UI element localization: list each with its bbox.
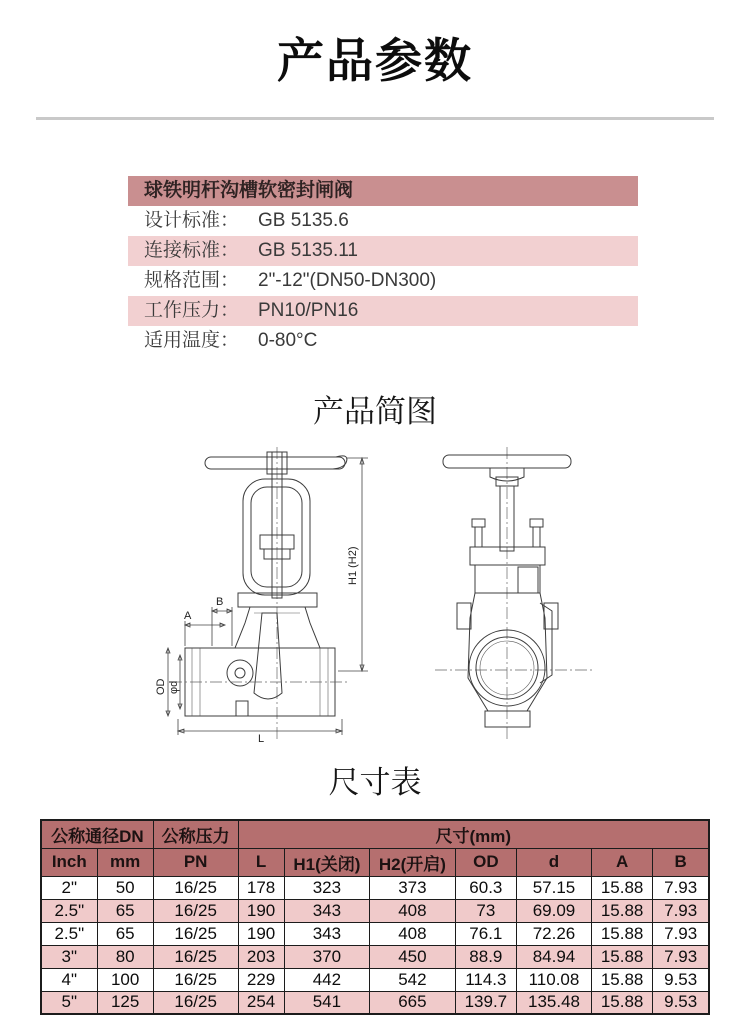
column-group-header: 尺寸(mm) [238,820,709,848]
spec-row [128,266,638,296]
column-header: A [591,848,652,876]
spec-row [128,296,638,326]
cell: 343 [284,922,370,945]
dimension-table-head [41,820,709,876]
cell: 370 [284,945,370,968]
column-header: B [653,848,709,876]
cell: 69.09 [517,899,592,922]
cell: 7.93 [653,922,709,945]
cell: 542 [370,968,456,991]
cell: 15.88 [591,899,652,922]
spec-row [128,236,638,266]
cell: 80 [97,945,153,968]
cell: 7.93 [653,945,709,968]
dimension-table-body [41,876,709,1014]
spec-label: 工作压力： [144,300,240,322]
cell: 4" [41,968,97,991]
cell: 9.53 [653,968,709,991]
cell: 203 [238,945,284,968]
cell: 76.1 [455,922,516,945]
valve-diagrams [0,443,750,743]
cell: 57.15 [517,876,592,899]
cell: 408 [370,922,456,945]
table-row [41,991,709,1014]
spec-table-title: 球铁明杆沟槽软密封闸阀 [128,176,638,206]
table-row [41,945,709,968]
cell: 65 [97,899,153,922]
cell: 343 [284,899,370,922]
table-row [41,876,709,899]
column-header: OD [455,848,516,876]
dim-label-b: B [216,596,224,609]
cell: 665 [370,991,456,1014]
table-row [41,922,709,945]
cell: 65 [97,922,153,945]
cell: 450 [370,945,456,968]
cell: 3" [41,945,97,968]
cell: 408 [370,899,456,922]
cell: 190 [238,922,284,945]
column-header: L [238,848,284,876]
cell: 15.88 [591,922,652,945]
cell: 16/25 [153,922,238,945]
cell: 16/25 [153,899,238,922]
cell: 139.7 [455,991,516,1014]
valve-side-view-drawing [430,443,600,743]
cell: 72.26 [517,922,592,945]
page-title: 产品参数 [277,34,473,87]
spec-label: 规格范围： [144,270,240,292]
spec-value: GB 5135.6 [258,210,349,232]
column-header: d [517,848,592,876]
valve-section-view-drawing [150,443,380,743]
title-section [0,0,750,120]
column-header: mm [97,848,153,876]
cell: 50 [97,876,153,899]
cell: 15.88 [591,945,652,968]
cell: 16/25 [153,968,238,991]
cell: 178 [238,876,284,899]
cell: 84.94 [517,945,592,968]
cell: 2.5" [41,922,97,945]
column-header: H2(开启) [370,848,456,876]
cell: 60.3 [455,876,516,899]
cell: 254 [238,991,284,1014]
dimension-table [40,819,710,1015]
column-header: H1(关闭) [284,848,370,876]
spec-table [128,176,638,356]
spec-value: GB 5135.11 [258,240,359,262]
cell: 373 [370,876,456,899]
spec-row [128,206,638,236]
cell: 15.88 [591,991,652,1014]
title-divider [36,117,714,120]
cell: 15.88 [591,876,652,899]
dimension-section-title: 尺寸表 [328,765,422,801]
spec-value: PN10/PN16 [258,300,359,322]
cell: 16/25 [153,876,238,899]
column-header: PN [153,848,238,876]
cell: 125 [97,991,153,1014]
cell: 9.53 [653,991,709,1014]
dim-label-phid: φd [168,680,180,695]
cell: 15.88 [591,968,652,991]
cell: 88.9 [455,945,516,968]
cell: 16/25 [153,991,238,1014]
handwheel [205,457,345,469]
column-group-header: 公称压力 [153,820,238,848]
dim-label-a: A [184,610,192,623]
cell: 135.48 [517,991,592,1014]
dim-label-l: L [258,733,265,744]
table-row [41,968,709,991]
column-header: Inch [41,848,97,876]
spec-value: 0-80°C [258,330,318,352]
cell: 190 [238,899,284,922]
spec-value: 2"-12"(DN50-DN300) [258,270,437,292]
spec-rows [128,206,638,356]
spec-label: 适用温度： [144,330,240,352]
table-row [41,899,709,922]
dim-label-od: OD [155,678,167,696]
cell: 114.3 [455,968,516,991]
spec-label: 设计标准： [144,210,240,232]
cell: 541 [284,991,370,1014]
cell: 323 [284,876,370,899]
cell: 73 [455,899,516,922]
spec-label: 连接标准： [144,240,240,262]
cell: 229 [238,968,284,991]
diagram-section-title: 产品简图 [313,394,437,430]
cell: 7.93 [653,876,709,899]
cell: 7.93 [653,899,709,922]
cell: 442 [284,968,370,991]
column-group-header: 公称通径DN [41,820,153,848]
spec-row [128,326,638,356]
dim-label-h: H1 (H2) [347,546,359,586]
cell: 16/25 [153,945,238,968]
cell: 5" [41,991,97,1014]
cell: 100 [97,968,153,991]
cell: 110.08 [517,968,592,991]
cell: 2" [41,876,97,899]
cell: 2.5" [41,899,97,922]
